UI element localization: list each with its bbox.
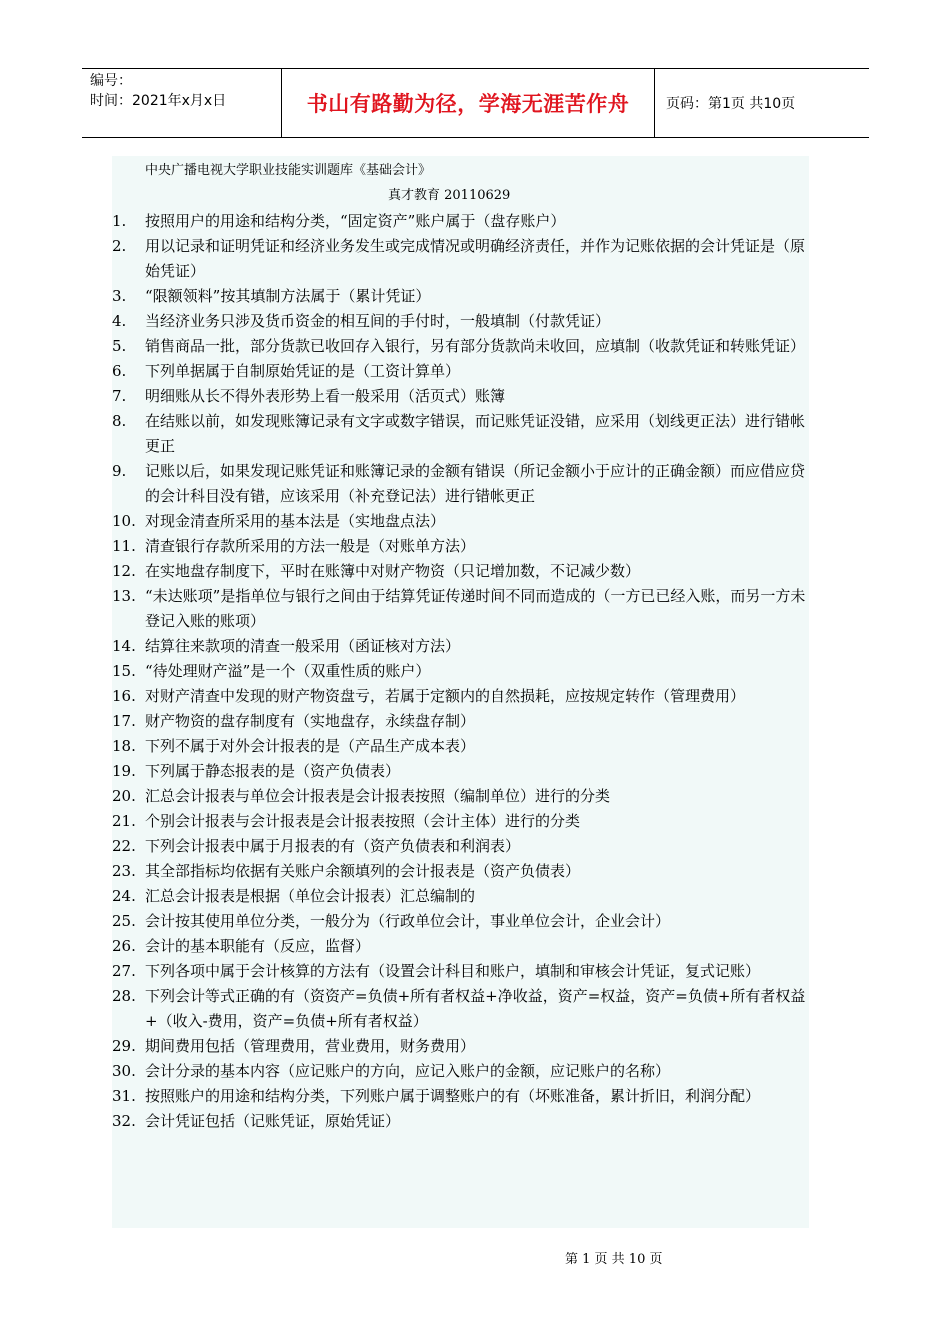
item-number: 24.: [112, 887, 136, 905]
list-item: [112, 309, 812, 334]
list-item: [112, 784, 812, 809]
item-number: 28.: [112, 987, 136, 1005]
item-text: 下列不属于对外会计报表的是（产品生产成本表）: [145, 737, 476, 755]
page-footer: 第 1 页 共 10 页: [565, 1252, 663, 1267]
item-number: 23.: [112, 862, 136, 880]
list-item: [112, 559, 812, 584]
list-item: [112, 1084, 812, 1109]
list-item: [112, 634, 812, 659]
item-text: 下列单据属于自制原始凭证的是（工资计算单）: [145, 362, 461, 380]
item-number: 6.: [112, 362, 127, 380]
item-number: 16.: [112, 687, 136, 705]
item-text: 汇总会计报表与单位会计报表是会计报表按照（编制单位）进行的分类: [145, 787, 611, 805]
item-number: 31.: [112, 1087, 136, 1105]
item-text: 明细账从长不得外表形势上看一般采用（活页式）账簿: [145, 387, 506, 405]
list-item: [112, 209, 812, 234]
question-list: [112, 209, 812, 1134]
item-text: 在实地盘存制度下，平时在账簿中对财产物资（只记增加数，不记减少数）: [145, 562, 641, 580]
motto-text: 书山有路勤为径，学海无涯苦作舟: [306, 92, 630, 116]
item-number: 15.: [112, 662, 136, 680]
item-text: 个别会计报表与会计报表是会计报表按照（会计主体）进行的分类: [145, 812, 581, 830]
item-number: 5.: [112, 337, 127, 355]
item-text: 对现金清查所采用的基本法是（实地盘点法）: [145, 512, 446, 530]
item-number: 2.: [112, 237, 127, 255]
list-item: [112, 934, 812, 959]
header-motto-cell: [282, 69, 655, 137]
item-text: 其全部指标均依据有关账户余额填列的会计报表是（资产负债表）: [145, 862, 581, 880]
item-text: 财产物资的盘存制度有（实地盘存，永续盘存制）: [145, 712, 476, 730]
item-number: 29.: [112, 1037, 136, 1055]
item-text: 销售商品一批，部分货款已收回存入银行，另有部分货款尚未收回，应填制（收款凭证和转账凭证）: [145, 337, 806, 355]
item-text: 会计分录的基本内容（应记账户的方向，应记入账户的金额，应记账户的名称）: [145, 1062, 671, 1080]
item-text: 会计凭证包括（记账凭证，原始凭证）: [145, 1112, 401, 1130]
item-text: “限额领料”按其填制方法属于（累计凭证）: [145, 287, 431, 305]
list-item: [112, 1059, 812, 1084]
item-text: 下列各项中属于会计核算的方法有（设置会计科目和账户，填制和审核会计凭证，复式记账）: [145, 962, 761, 980]
item-number: 7.: [112, 387, 127, 405]
list-item: [112, 409, 812, 459]
id-label: 编号：: [90, 73, 132, 89]
item-text: 当经济业务只涉及货币资金的相互间的手付时，一般填制（付款凭证）: [145, 312, 611, 330]
item-number: 26.: [112, 937, 136, 955]
item-text: “待处理财产溢”是一个（双重性质的账户）: [145, 662, 431, 680]
item-number: 10.: [112, 512, 136, 530]
list-item: [112, 584, 812, 634]
page-info: 页码：第1页 共10页: [666, 96, 796, 112]
item-number: 1.: [112, 212, 127, 230]
document-subtitle: 真才教育 20110629: [388, 188, 511, 203]
list-item: [112, 459, 812, 509]
page-header: [82, 68, 869, 138]
item-text: 按照用户的用途和结构分类，“固定资产”账户属于（盘存账户）: [145, 212, 566, 230]
item-text: 对财产清查中发现的财产物资盘亏，若属于定额内的自然损耗，应按规定转作（管理费用）: [145, 687, 746, 705]
list-item: [112, 909, 812, 934]
item-text: 清查银行存款所采用的方法一般是（对账单方法）: [145, 537, 476, 555]
list-item: [112, 234, 812, 284]
item-text: 下列会计等式正确的有（资资产=负债+所有者权益+净收益，资产=权益，资产=负债+所有者权益+（收入-费用，资产=负债+所有者权益）: [145, 987, 806, 1030]
list-item: [112, 734, 812, 759]
list-item: [112, 709, 812, 734]
item-number: 20.: [112, 787, 136, 805]
list-item: [112, 384, 812, 409]
item-number: 4.: [112, 312, 127, 330]
item-text: 汇总会计报表是根据（单位会计报表）汇总编制的: [145, 887, 476, 905]
document-title: 中央广播电视大学职业技能实训题库《基础会计》: [145, 163, 432, 178]
header-page-cell: [655, 69, 869, 137]
item-number: 9.: [112, 462, 127, 480]
date-line: 时间：2021年x月x日: [90, 93, 227, 109]
list-item: [112, 834, 812, 859]
item-text: “未达账项”是指单位与银行之间由于结算凭证传递时间不同而造成的（一方已已经入账，而另一方未登记入账的账项）: [145, 587, 806, 630]
item-number: 18.: [112, 737, 136, 755]
item-number: 11.: [112, 537, 136, 555]
item-text: 期间费用包括（管理费用，营业费用，财务费用）: [145, 1037, 476, 1055]
item-number: 3.: [112, 287, 127, 305]
list-item: [112, 1034, 812, 1059]
list-item: [112, 984, 812, 1034]
header-left-cell: [82, 69, 282, 137]
list-item: [112, 359, 812, 384]
list-item: [112, 1109, 812, 1134]
item-text: 会计的基本职能有（反应，监督）: [145, 937, 371, 955]
item-text: 用以记录和证明凭证和经济业务发生或完成情况或明确经济责任，并作为记账依据的会计凭证是（原始凭证）: [145, 237, 806, 280]
list-item: [112, 759, 812, 784]
list-item: [112, 959, 812, 984]
item-text: 在结账以前，如发现账簿记录有文字或数字错误，而记账凭证没错，应采用（划线更正法）进行错帐更正: [145, 412, 806, 455]
item-number: 25.: [112, 912, 136, 930]
list-item: [112, 284, 812, 309]
item-text: 会计按其使用单位分类，一般分为（行政单位会计，事业单位会计，企业会计）: [145, 912, 671, 930]
item-text: 记账以后，如果发现记账凭证和账簿记录的金额有错误（所记金额小于应计的正确金额）而应借应贷的会计科目没有错，应该采用（补充登记法）进行错帐更正: [145, 462, 806, 505]
item-number: 12.: [112, 562, 136, 580]
item-number: 19.: [112, 762, 136, 780]
item-number: 32.: [112, 1112, 136, 1130]
item-number: 17.: [112, 712, 136, 730]
item-number: 22.: [112, 837, 136, 855]
item-number: 27.: [112, 962, 136, 980]
item-number: 14.: [112, 637, 136, 655]
item-text: 结算往来款项的清查一般采用（函证核对方法）: [145, 637, 461, 655]
item-text: 下列会计报表中属于月报表的有（资产负债表和利润表）: [145, 837, 521, 855]
list-item: [112, 859, 812, 884]
item-text: 下列属于静态报表的是（资产负债表）: [145, 762, 401, 780]
item-number: 30.: [112, 1062, 136, 1080]
list-item: [112, 809, 812, 834]
item-number: 8.: [112, 412, 127, 430]
list-item: [112, 534, 812, 559]
item-text: 按照账户的用途和结构分类，下列账户属于调整账户的有（坏账准备，累计折旧，利润分配）: [145, 1087, 761, 1105]
item-number: 13.: [112, 587, 136, 605]
list-item: [112, 334, 812, 359]
list-item: [112, 659, 812, 684]
list-item: [112, 884, 812, 909]
item-number: 21.: [112, 812, 136, 830]
list-item: [112, 509, 812, 534]
list-item: [112, 684, 812, 709]
